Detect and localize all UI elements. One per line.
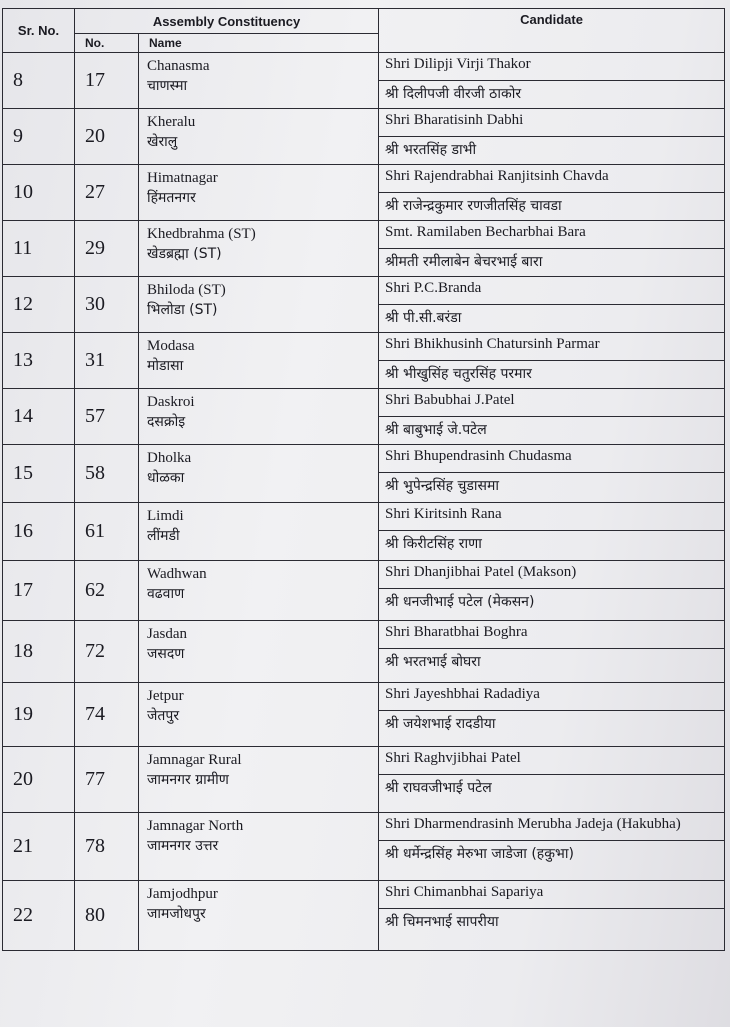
constituency-number: 58 bbox=[75, 445, 139, 503]
constituency-number: 77 bbox=[75, 747, 139, 813]
table-row bbox=[3, 813, 725, 881]
constituency-name bbox=[139, 621, 379, 683]
candidate-name-english: Shri Dharmendrasinh Merubha Jadeja (Hakubha) bbox=[379, 813, 724, 841]
table-row bbox=[3, 561, 725, 621]
constituency-name-hindi: जामजोधपुर bbox=[147, 906, 206, 922]
constituency-name-english: Jamnagar North bbox=[147, 818, 244, 834]
constituency-name-english: Jetpur bbox=[147, 688, 184, 704]
candidate-name-english: Smt. Ramilaben Becharbhai Bara bbox=[379, 221, 724, 249]
serial-number: 9 bbox=[3, 109, 75, 165]
candidate-name-hindi: श्री राघवजीभाई पटेल bbox=[385, 780, 492, 796]
constituency-name bbox=[139, 333, 379, 389]
candidate-name-english: Shri Kiritsinh Rana bbox=[379, 503, 724, 531]
constituency-number: 74 bbox=[75, 683, 139, 747]
constituency-name-english: Kheralu bbox=[147, 114, 196, 130]
candidate-name-hindi: श्री भरतभाई बोघरा bbox=[385, 654, 481, 670]
constituency-number: 80 bbox=[75, 881, 139, 951]
candidate-name-english: Shri Bhikhusinh Chatursinh Parmar bbox=[379, 333, 724, 361]
serial-number: 19 bbox=[3, 683, 75, 747]
candidate-name-hindi: श्री भरतसिंह डाभी bbox=[385, 142, 477, 158]
constituency-name-hindi: खेडब्रह्मा (ST) bbox=[147, 246, 222, 262]
constituency-number: 31 bbox=[75, 333, 139, 389]
candidate-name-english: Shri Chimanbhai Sapariya bbox=[379, 881, 724, 909]
constituency-name bbox=[139, 813, 379, 881]
candidate-name-english: Shri Bharatisinh Dabhi bbox=[379, 109, 724, 137]
constituency-name-english: Modasa bbox=[147, 338, 195, 354]
constituency-number: 17 bbox=[75, 53, 139, 109]
candidate-table bbox=[2, 8, 725, 951]
constituency-number: 29 bbox=[75, 221, 139, 277]
constituency-name-english: Jamnagar Rural bbox=[147, 752, 242, 768]
candidate-name-hindi: श्री भुपेन्द्रसिंह चुडासमा bbox=[385, 478, 499, 494]
serial-number: 18 bbox=[3, 621, 75, 683]
serial-number: 17 bbox=[3, 561, 75, 621]
candidate-name-english: Shri Jayeshbhai Radadiya bbox=[379, 683, 724, 711]
constituency-name-hindi: धोळका bbox=[147, 470, 185, 486]
constituency-name-english: Chanasma bbox=[147, 58, 210, 74]
constituency-name-hindi: खेरालु bbox=[147, 134, 178, 150]
header-row bbox=[3, 9, 725, 34]
serial-number: 13 bbox=[3, 333, 75, 389]
constituency-name-english: Himatnagar bbox=[147, 170, 218, 186]
table-row bbox=[3, 277, 725, 333]
candidate-name-hindi: श्री जयेशभाई रादडीया bbox=[385, 716, 496, 732]
constituency-name bbox=[139, 881, 379, 951]
table-row bbox=[3, 445, 725, 503]
candidate-name-english: Shri Raghvjibhai Patel bbox=[379, 747, 724, 775]
candidate-cell bbox=[379, 813, 725, 881]
constituency-number: 57 bbox=[75, 389, 139, 445]
constituency-name bbox=[139, 109, 379, 165]
candidate-name-hindi: श्री राजेन्द्रकुमार रणजीतसिंह चावडा bbox=[385, 198, 562, 214]
serial-number: 11 bbox=[3, 221, 75, 277]
candidate-name-hindi: श्री भीखुसिंह चतुरसिंह परमार bbox=[385, 366, 532, 382]
candidate-cell bbox=[379, 277, 725, 333]
candidate-cell bbox=[379, 881, 725, 951]
constituency-name-hindi: लींमडी bbox=[147, 528, 180, 544]
table-row bbox=[3, 165, 725, 221]
header-no: No. bbox=[75, 34, 139, 53]
serial-number: 15 bbox=[3, 445, 75, 503]
candidate-name-hindi: श्री धनजीभाई पटेल (मेकसन) bbox=[385, 594, 535, 610]
constituency-name-english: Daskroi bbox=[147, 394, 195, 410]
serial-number: 21 bbox=[3, 813, 75, 881]
candidate-name-hindi: श्री चिमनभाई सापरीया bbox=[385, 914, 499, 930]
constituency-name-hindi: चाणस्मा bbox=[147, 78, 188, 94]
constituency-number: 62 bbox=[75, 561, 139, 621]
candidate-cell bbox=[379, 221, 725, 277]
constituency-name bbox=[139, 277, 379, 333]
constituency-name bbox=[139, 221, 379, 277]
constituency-name-english: Jamjodhpur bbox=[147, 886, 218, 902]
constituency-name bbox=[139, 53, 379, 109]
candidate-name-english: Shri Bharatbhai Boghra bbox=[379, 621, 724, 649]
candidate-cell bbox=[379, 561, 725, 621]
candidate-cell bbox=[379, 109, 725, 165]
table-row bbox=[3, 503, 725, 561]
table-row bbox=[3, 389, 725, 445]
candidate-cell bbox=[379, 621, 725, 683]
constituency-name-english: Wadhwan bbox=[147, 566, 207, 582]
constituency-name bbox=[139, 503, 379, 561]
table-row bbox=[3, 109, 725, 165]
header-sr-no: Sr. No. bbox=[3, 9, 75, 53]
table-row bbox=[3, 221, 725, 277]
constituency-name-hindi: हिंमतनगर bbox=[147, 190, 196, 206]
constituency-name-english: Jasdan bbox=[147, 626, 187, 642]
candidate-name-hindi: श्रीमती रमीलाबेन बेचरभाई बारा bbox=[385, 254, 543, 270]
constituency-name bbox=[139, 445, 379, 503]
candidate-cell bbox=[379, 333, 725, 389]
constituency-name bbox=[139, 561, 379, 621]
constituency-name-english: Dholka bbox=[147, 450, 192, 466]
constituency-name-hindi: दसक्रोइ bbox=[147, 414, 186, 430]
candidate-cell bbox=[379, 503, 725, 561]
candidate-name-english: Shri P.C.Branda bbox=[379, 277, 724, 305]
candidate-cell bbox=[379, 747, 725, 813]
table-row bbox=[3, 621, 725, 683]
constituency-name-english: Khedbrahma (ST) bbox=[147, 226, 256, 242]
table-row bbox=[3, 881, 725, 951]
serial-number: 20 bbox=[3, 747, 75, 813]
constituency-number: 72 bbox=[75, 621, 139, 683]
candidate-cell bbox=[379, 53, 725, 109]
candidate-cell bbox=[379, 683, 725, 747]
constituency-name-hindi: जामनगर उत्तर bbox=[147, 838, 219, 854]
constituency-name-hindi: भिलोडा (ST) bbox=[147, 302, 218, 318]
constituency-number: 78 bbox=[75, 813, 139, 881]
table-row bbox=[3, 747, 725, 813]
constituency-number: 61 bbox=[75, 503, 139, 561]
table-row bbox=[3, 53, 725, 109]
serial-number: 8 bbox=[3, 53, 75, 109]
candidate-name-english: Shri Babubhai J.Patel bbox=[379, 389, 724, 417]
serial-number: 10 bbox=[3, 165, 75, 221]
candidate-name-hindi: श्री किरीटसिंह राणा bbox=[385, 536, 482, 552]
constituency-name-hindi: जामनगर ग्रामीण bbox=[147, 772, 229, 788]
constituency-name bbox=[139, 747, 379, 813]
constituency-name bbox=[139, 389, 379, 445]
serial-number: 12 bbox=[3, 277, 75, 333]
constituency-name bbox=[139, 165, 379, 221]
serial-number: 16 bbox=[3, 503, 75, 561]
candidate-cell bbox=[379, 445, 725, 503]
candidate-cell bbox=[379, 165, 725, 221]
constituency-name bbox=[139, 683, 379, 747]
header-assembly-constituency: Assembly Constituency bbox=[75, 9, 379, 34]
candidate-name-english: Shri Rajendrabhai Ranjitsinh Chavda bbox=[379, 165, 724, 193]
header-candidate: Candidate bbox=[379, 9, 725, 53]
constituency-name-hindi: जेतपुर bbox=[147, 708, 180, 724]
candidate-name-english: Shri Dilipji Virji Thakor bbox=[379, 53, 724, 81]
constituency-number: 20 bbox=[75, 109, 139, 165]
constituency-name-hindi: मोडासा bbox=[147, 358, 184, 374]
constituency-name-hindi: जसदण bbox=[147, 646, 185, 662]
constituency-name-english: Bhiloda (ST) bbox=[147, 282, 226, 298]
candidate-name-hindi: श्री दिलीपजी वीरजी ठाकोर bbox=[385, 86, 522, 102]
candidate-name-english: Shri Bhupendrasinh Chudasma bbox=[379, 445, 724, 473]
candidate-name-hindi: श्री बाबुभाई जे.पटेल bbox=[385, 422, 487, 438]
constituency-number: 27 bbox=[75, 165, 139, 221]
serial-number: 14 bbox=[3, 389, 75, 445]
candidate-name-hindi: श्री धर्मेन्द्रसिंह मेरुभा जाडेजा (हकुभा) bbox=[385, 846, 574, 862]
candidate-name-english: Shri Dhanjibhai Patel (Makson) bbox=[379, 561, 724, 589]
table-row bbox=[3, 333, 725, 389]
candidate-name-hindi: श्री पी.सी.बरंडा bbox=[385, 310, 462, 326]
constituency-name-english: Limdi bbox=[147, 508, 184, 524]
serial-number: 22 bbox=[3, 881, 75, 951]
table-row bbox=[3, 683, 725, 747]
constituency-number: 30 bbox=[75, 277, 139, 333]
constituency-name-hindi: वढवाण bbox=[147, 586, 185, 602]
header-name: Name bbox=[139, 34, 379, 53]
candidate-cell bbox=[379, 389, 725, 445]
